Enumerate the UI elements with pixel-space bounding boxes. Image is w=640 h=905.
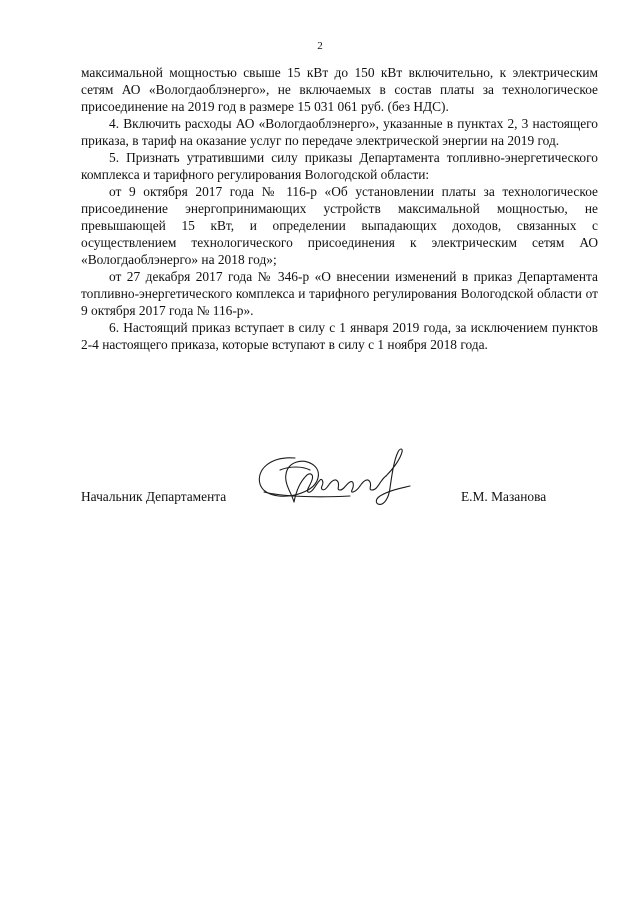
paragraph-continuation: максимальной мощностью свыше 15 кВт до 150 кВт включительно, к электрическим сетям АО «Вологдаоблэнерго», не включаемых в состав платы за технологическое присоединение на 2019 год в размере 15 031 061 руб. (без НДС). — [81, 65, 598, 114]
paragraph-item-6: 6. Настоящий приказ вступает в силу с 1 января 2019 года, за исключением пунктов 2-4 настоящего приказа, которые вступают в силу с 1 ноября 2018 года. — [81, 320, 598, 352]
page-number: 2 — [317, 40, 323, 52]
signatory-name: Е.М. Мазанова — [461, 489, 547, 504]
paragraph-item-5: 5. Признать утратившими силу приказы Департамента топливно-энергетического комплекса и тарифного регулирования Вологодской области: — [81, 150, 598, 182]
signatory-title: Начальник Департамента — [81, 489, 227, 504]
signature-block — [81, 489, 598, 509]
paragraph-order-116: от 9 октября 2017 года № 116-р «Об установлении платы за технологическое присоединение энергопринимающих устройств максимальной мощностью, не превышающей 15 кВт, и определении выпадающих доходов, связанных с осуществлением технологического присоединения к электрическим сетям АО «Вологдаоблэнерго» на 2018 год»; — [81, 184, 598, 267]
paragraph-item-4: 4. Включить расходы АО «Вологдаоблэнерго», указанные в пунктах 2, 3 настоящего приказа, в тариф на оказание услуг по передаче электрической энергии на 2019 год. — [81, 116, 598, 148]
document-body — [81, 64, 598, 353]
paragraph-order-346: от 27 декабря 2017 года № 346-р «О внесении изменений в приказ Департамента топливно-энергетического комплекса и тарифного регулирования Вологодской области от 9 октября 2017 года № 116-р». — [81, 269, 598, 318]
